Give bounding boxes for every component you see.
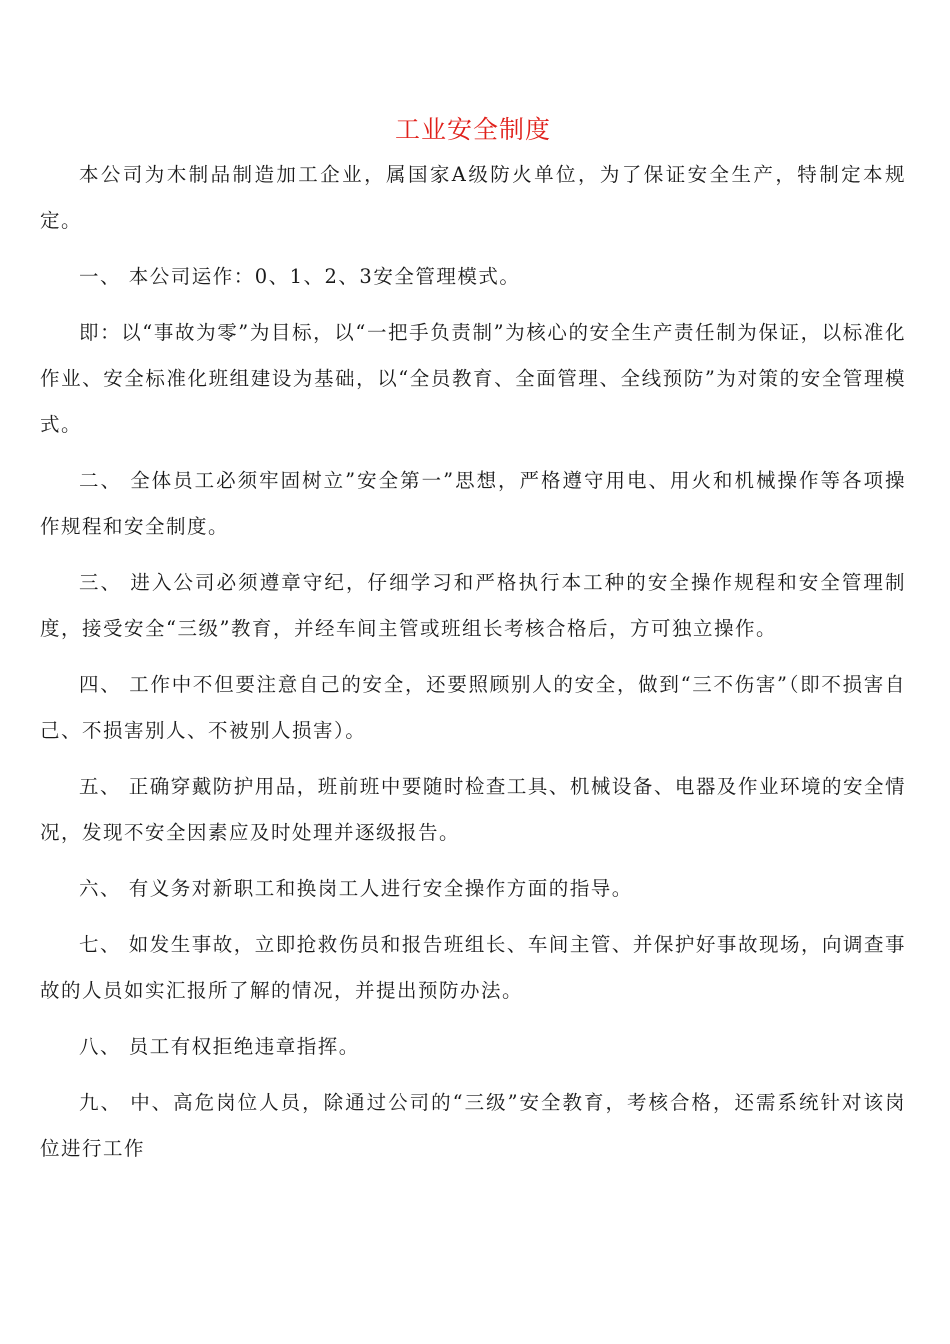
rule-2-paragraph: 二、 全体员工必须牢固树立”安全第一”思想，严格遵守用电、用火和机械操作等各项操作规程和安全制度。 xyxy=(40,469,906,538)
rule-8-paragraph: 八、 员工有权拒绝违章指挥。 xyxy=(79,1035,360,1058)
rule-6-paragraph: 六、 有义务对新职工和换岗工人进行安全操作方面的指导。 xyxy=(79,877,633,900)
document-page xyxy=(40,112,906,1182)
rule-1-explanation-paragraph: 即：以“事故为零”为目标，以“一把手负责制”为核心的安全生产责任制为保证，以标准化作业、安全标准化班组建设为基础，以“全员教育、全面管理、全线预防”为对策的安全管理模式。 xyxy=(40,321,906,436)
rule-1-paragraph: 一、 本公司运作：0、1、2、3安全管理模式。 xyxy=(79,265,521,288)
rule-5-paragraph: 五、 正确穿戴防护用品，班前班中要随时检查工具、机械设备、电器及作业环境的安全情况，发现不安全因素应及时处理并逐级报告。 xyxy=(40,775,906,844)
rule-4-paragraph: 四、 工作中不但要注意自己的安全，还要照顾别人的安全，做到“三不伤害”（即不损害自己、不损害别人、不被别人损害）。 xyxy=(40,673,906,742)
rule-3-paragraph: 三、 进入公司必须遵章守纪，仔细学习和严格执行本工种的安全操作规程和安全管理制度，接受安全“三级”教育，并经车间主管或班组长考核合格后，方可独立操作。 xyxy=(40,571,906,640)
rule-7-paragraph: 七、 如发生事故，立即抢救伤员和报告班组长、车间主管、并保护好事故现场，向调查事故的人员如实汇报所了解的情况，并提出预防办法。 xyxy=(40,933,906,1002)
document-title: 工业安全制度 xyxy=(394,115,551,144)
intro-paragraph: 本公司为木制品制造加工企业，属国家A级防火单位，为了保证安全生产，特制定本规定。 xyxy=(40,163,906,232)
rule-9-paragraph: 九、 中、高危岗位人员，除通过公司的“三级”安全教育，考核合格，还需系统针对该岗位进行工作 xyxy=(40,1091,906,1160)
